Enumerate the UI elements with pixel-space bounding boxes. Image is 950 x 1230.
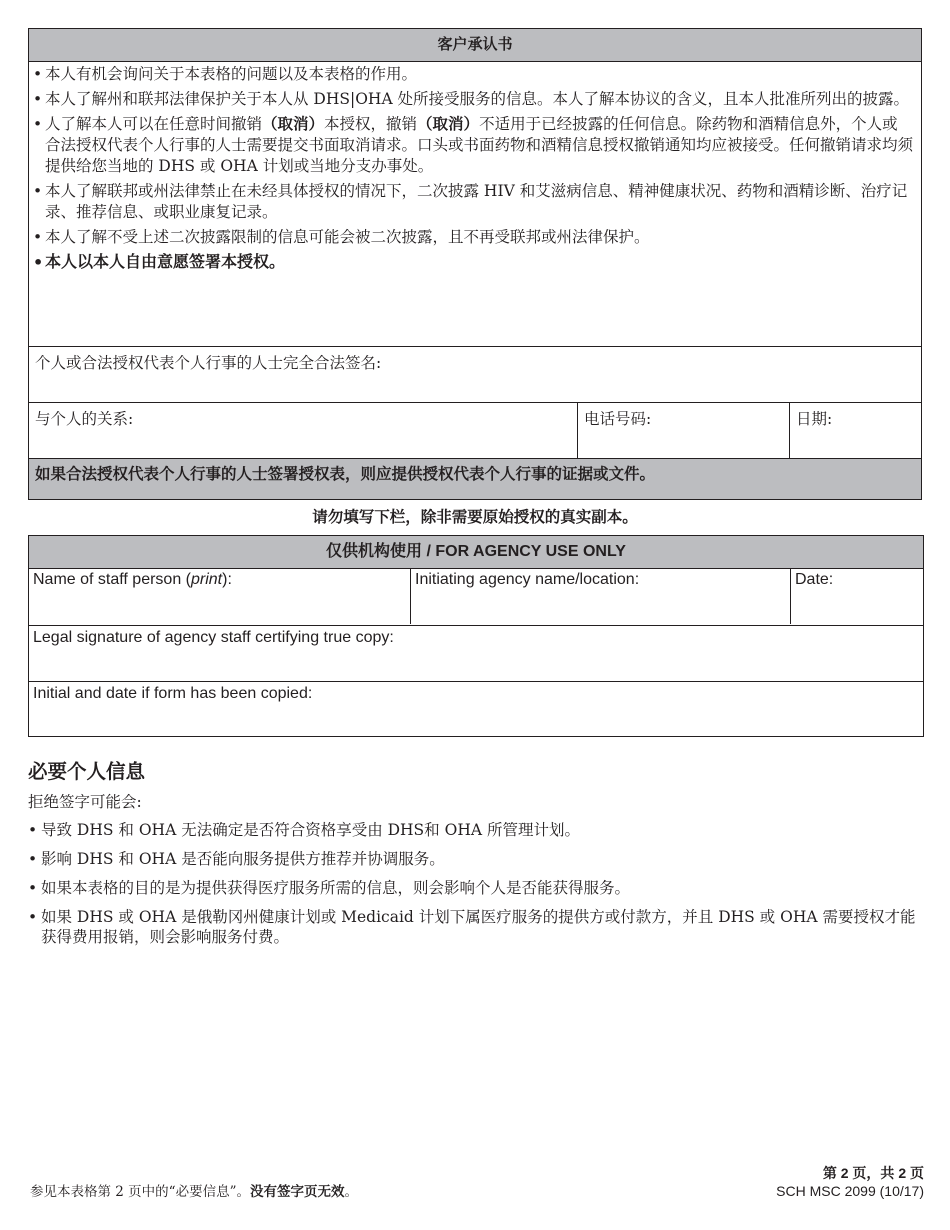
relationship-label: 与个人的关系: bbox=[35, 410, 134, 428]
initiating-agency-field[interactable]: Initiating agency name/location: bbox=[410, 568, 790, 624]
list-item: • 本人了解不受上述二次披露限制的信息可能会被二次披露，且不再受联邦或州法律保护。 bbox=[33, 227, 913, 248]
agency-use-section bbox=[28, 535, 924, 737]
agency-row bbox=[29, 681, 923, 738]
agency-row bbox=[29, 568, 923, 624]
signature-field[interactable] bbox=[29, 347, 921, 403]
list-item: • 本人了解州和联邦法律保护关于本人从 DHS|OHA 处所接受服务的信息。本人了解本协议的含义，且本人批准所列出的披露。 bbox=[33, 89, 913, 110]
list-item: • 影响 DHS 和 OHA 是否能向服务提供方推荐并协调服务。 bbox=[28, 849, 922, 869]
relationship-row bbox=[29, 402, 921, 459]
list-item: • 本人有机会询问关于本表格的问题以及本表格的作用。 bbox=[33, 64, 913, 85]
section-header: 客户承认书 bbox=[29, 29, 921, 62]
section-header: 仅供机构使用 / FOR AGENCY USE ONLY bbox=[29, 536, 923, 569]
list-item: • 导致 DHS 和 OHA 无法确定是否符合资格享受由 DHS和 OHA 所管理计划。 bbox=[28, 820, 922, 840]
keyword-cancel: （取消） bbox=[262, 116, 325, 133]
footer-note: 参见本表格第 2 页中的“必要信息”。没有签字页无效。 bbox=[30, 1184, 358, 1200]
keyword-cancel: （取消） bbox=[417, 116, 480, 133]
list-item: • 本人了解联邦或州法律禁止在未经具体授权的情况下，二次披露 HIV 和艾滋病信息、精神健康状况、药物和酒精诊断、治疗记录、推荐信息、或职业康复记录。 bbox=[33, 181, 913, 223]
do-not-fill-instruction: 请勿填写下栏，除非需要原始授权的真实副本。 bbox=[312, 509, 638, 526]
page-number: 第 2 页，共 2 页 bbox=[822, 1165, 924, 1181]
list-item: • 人了解本人可以在任意时间撤销（取消）本授权，撤销（取消）不适用于已经披露的任何信息。除药物和酒精信息外，个人或合法授权代表个人行事的人士需要提交书面取消请求。口头或书面药物和酒精信息授权撤销通知均应被接受。任何撤销请求均须提供给您当地的 DHS 或 OHA 计划或当地分支办事处。 bbox=[33, 114, 913, 177]
required-info-list bbox=[28, 820, 922, 956]
acknowledgement-list bbox=[29, 62, 921, 273]
list-item: • 如果本表格的目的是为提供获得医疗服务所需的信息，则会影响个人是否能获得服务。 bbox=[28, 878, 922, 898]
signature-row bbox=[29, 346, 921, 403]
phone-label: 电话号码: bbox=[584, 410, 652, 428]
client-acknowledgement-section bbox=[28, 28, 922, 500]
initial-date-field[interactable]: Initial and date if form has been copied: bbox=[33, 685, 313, 702]
representative-notice: 如果合法授权代表个人行事的人士签署授权表，则应提供授权代表个人行事的证据或文件。 bbox=[29, 458, 921, 499]
date-label: 日期: bbox=[796, 410, 833, 428]
staff-name-field[interactable]: Name of staff person (print): bbox=[33, 571, 232, 588]
agency-row bbox=[29, 625, 923, 682]
list-item: • 如果 DHS 或 OHA 是俄勒冈州健康计划或 Medicaid 计划下属医疗服务的提供方或付款方，并且 DHS 或 OHA 需要授权才能获得费用报销，则会影响服务付费。 bbox=[28, 907, 922, 947]
required-info-intro: 拒绝签字可能会: bbox=[28, 793, 142, 811]
signature-label: 个人或合法授权代表个人行事的人士完全合法签名: bbox=[35, 354, 382, 372]
list-item: • 本人以本人自由意愿签署本授权。 bbox=[33, 252, 913, 273]
form-id: SCH MSC 2099 (10/17) bbox=[776, 1183, 924, 1199]
phone-field[interactable] bbox=[577, 403, 789, 459]
required-info-title: 必要个人信息 bbox=[28, 761, 146, 783]
legal-signature-field[interactable]: Legal signature of agency staff certifying true copy: bbox=[33, 629, 394, 646]
agency-date-field[interactable]: Date: bbox=[790, 568, 923, 624]
date-field[interactable] bbox=[789, 403, 921, 459]
relationship-field[interactable] bbox=[29, 403, 577, 459]
